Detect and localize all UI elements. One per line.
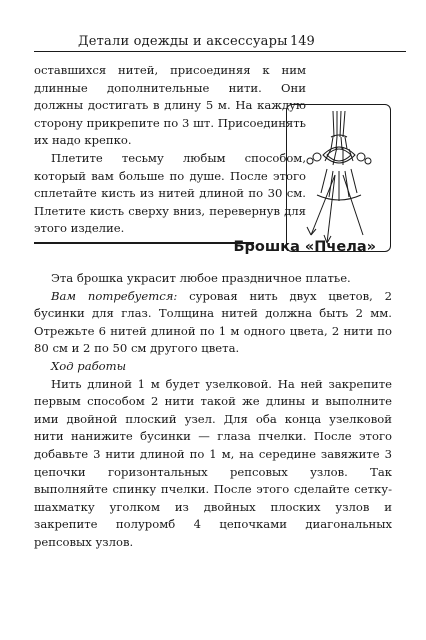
materials-text: суровая нить двух цветов, 2 бусинки для глаз. Толщина нитей должна быть 2 мм. Отрежьте 6 нитей длиной по 1 м одного цвета, 2 нити по 80 см и 2 по 50 см другого цвета.	[34, 288, 393, 356]
work-heading	[34, 358, 392, 376]
tassel-drawing	[287, 105, 392, 253]
work-heading-text: Ход работы	[51, 358, 127, 373]
header-rule	[34, 51, 406, 52]
section-rule	[34, 242, 254, 244]
intro-paragraph: Эта брошка украсит любое праздничное платье.	[51, 271, 351, 285]
continued-text	[34, 62, 306, 238]
paragraph: оставшихся нитей, присоединяя к ним длинные дополнительные нити. Они должны достигать в длину 5 м. На каждую сторону прикрепите по 3 шт. Присоединять их надо крепко.	[34, 63, 306, 148]
materials-paragraph	[34, 288, 392, 358]
section-body	[34, 270, 392, 552]
tassel-illustration	[286, 104, 391, 252]
page-number: 149	[290, 34, 315, 49]
materials-label: Вам потребуется:	[51, 288, 178, 303]
running-head: Детали одежды и аксессуары	[78, 34, 288, 49]
work-paragraph: Нить длиной 1 м будет узелковой. На ней закрепите первым способом 2 нити такой же длины и выполните ими двойной плоский узел. Для оба конца узелковой нити нанижите бусинки — глаза пчелки. После этого добавьте 3 нити длиной по 1 м, на середине завяжите 3 цепочки горизонтальных репсовых узлов. Так выполняйте спинку пчелки. После этого сделайте сетку-шахматку уголком из двойных плоских узлов и закрепите полуромб 4 цепочками диагональных репсовых узлов.	[34, 376, 392, 549]
section-title: Брошка «Пчела»	[233, 239, 376, 255]
paragraph: Плетите тесьму любым способом, который вам больше по душе. После этого сплетайте кисть из нитей длиной по 30 см. Плетите кисть сверху вниз, перевернув для этого изделие.	[34, 150, 306, 236]
